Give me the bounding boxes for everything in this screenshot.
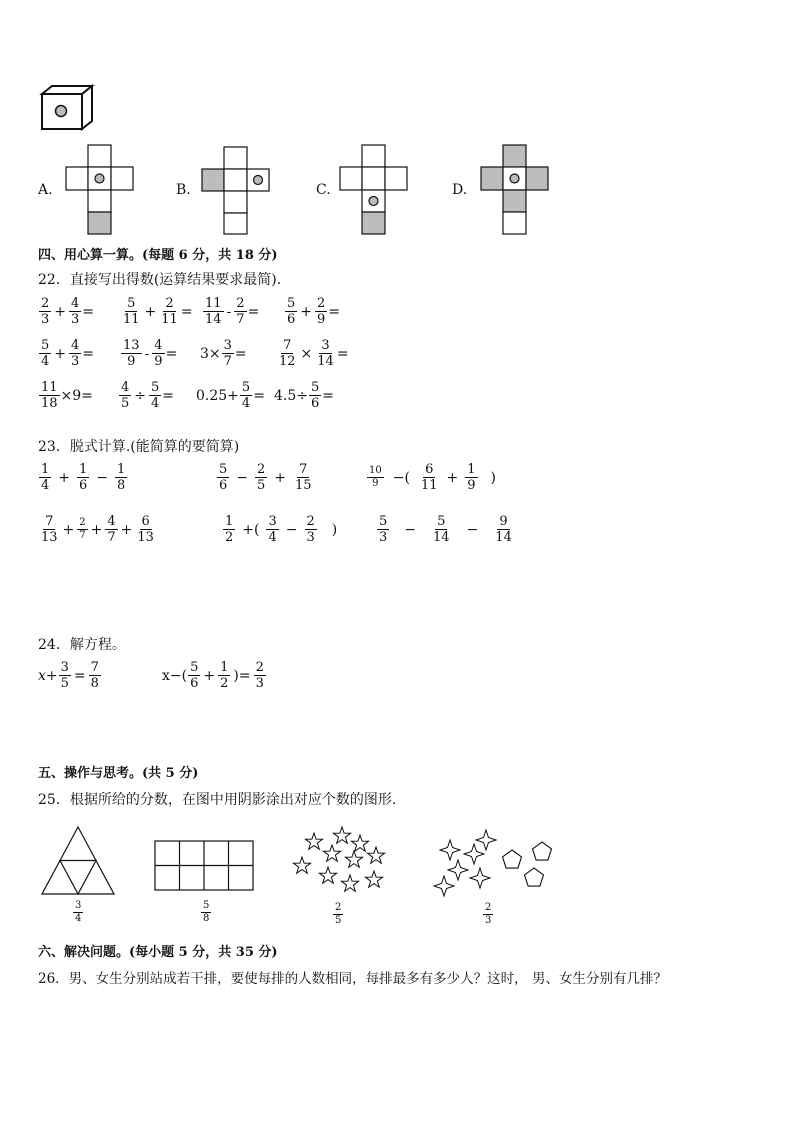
q23-expr-5: $\frac{1}{2}$ +( $\frac{3}{4}$ − $\frac{2}{3}$ ) xyxy=(225,514,338,545)
net-b[interactable] xyxy=(202,146,272,236)
stars-figure[interactable] xyxy=(290,824,390,900)
q22-item-1: $\frac{2}{3}$ + $\frac{4}{3}$ = xyxy=(41,296,95,327)
q22-title: 22．直接写出得数(运算结果要求最简). xyxy=(38,272,282,288)
q22-item-12: 4.5÷ $\frac{5}{6}$ = xyxy=(274,380,335,411)
option-b-label[interactable]: B. xyxy=(176,182,191,198)
section5-title: 五、操作与思考。(共 5 分) xyxy=(38,766,199,781)
q24-equation-2: x−( $\frac{5}{6}$ + $\frac{1}{2}$ )= $\frac{2}{3}$ xyxy=(162,660,264,691)
q22-item-2: $\frac{5}{11}$ + $\frac{2}{11}$ = xyxy=(123,296,193,327)
q26-title: 26．男、女生分别站成若干排，要使每排的人数相同，每排最多有多少人？这时， 男、女生分别有几排？ xyxy=(38,971,667,987)
section6-title: 六、解决问题。(每小题 5 分，共 35 分) xyxy=(38,945,278,960)
option-d-label[interactable]: D. xyxy=(452,182,468,198)
q22-item-7: 3× $\frac{3}{7}$ = xyxy=(200,338,247,369)
option-a-label[interactable]: A. xyxy=(38,182,53,198)
q25-title: 25．根据所给的分数，在图中用阴影涂出对应个数的图形. xyxy=(38,792,397,808)
triangle-figure[interactable] xyxy=(40,826,116,896)
q24-equation-1: x+ $\frac{3}{5}$ = $\frac{7}{8}$ xyxy=(38,660,99,691)
cube-figure xyxy=(40,84,94,132)
q25-frac-2: $\frac{5}{8}$ xyxy=(203,900,210,924)
q23-expr-3: $\frac{10}{9}$ −( $\frac{6}{11}$ + $\frac{1}{9}$ ) xyxy=(369,462,496,493)
q24-title: 24．解方程。 xyxy=(38,637,126,653)
q22-item-9: $\frac{11}{18}$ ×9= xyxy=(41,380,93,411)
q25-frac-1: $\frac{3}{4}$ xyxy=(75,900,82,924)
q23-expr-4: $\frac{7}{13}$ + $\frac{2}{7}$ + $\frac{4}{7}$ + $\frac{6}{13}$ xyxy=(41,514,154,545)
q22-item-8: $\frac{7}{12}$ × $\frac{3}{14}$ = xyxy=(279,338,349,369)
q23-title: 23．脱式计算.(能简算的要简算) xyxy=(38,439,240,455)
q22-grid xyxy=(38,296,358,418)
q22-item-6: $\frac{13}{9}$ - $\frac{4}{9}$ = xyxy=(123,338,178,369)
q22-item-11: 0.25+ $\frac{5}{4}$ = xyxy=(196,380,265,411)
q22-item-5: $\frac{5}{4}$ + $\frac{4}{3}$ = xyxy=(41,338,95,369)
option-c-label[interactable]: C. xyxy=(316,182,331,198)
q22-item-4: $\frac{5}{6}$ + $\frac{2}{9}$ = xyxy=(287,296,341,327)
q25-frac-3: $\frac{2}{5}$ xyxy=(335,902,342,926)
stars-pentagons-figure[interactable] xyxy=(434,826,558,900)
q23-expr-6: $\frac{5}{3}$ − $\frac{5}{14}$ − $\frac{9}{14}$ xyxy=(379,514,512,545)
rectangle-grid-figure[interactable] xyxy=(154,840,254,892)
section4-title: 四、用心算一算。(每题 6 分，共 18 分) xyxy=(38,248,278,263)
net-c[interactable] xyxy=(340,144,410,236)
q22-item-10: $\frac{4}{5}$ ÷ $\frac{5}{4}$ = xyxy=(121,380,175,411)
q23-expr-2: $\frac{5}{6}$ − $\frac{2}{5}$ + $\frac{7}{15}$ xyxy=(219,462,312,493)
q25-frac-4: $\frac{2}{3}$ xyxy=(485,902,492,926)
net-a[interactable] xyxy=(66,144,136,236)
q22-item-3: $\frac{11}{14}$ - $\frac{2}{7}$ = xyxy=(205,296,260,327)
q23-expr-1: $\frac{1}{4}$ + $\frac{1}{6}$ − $\frac{1}{8}$ xyxy=(41,462,126,493)
net-d[interactable] xyxy=(481,144,551,236)
